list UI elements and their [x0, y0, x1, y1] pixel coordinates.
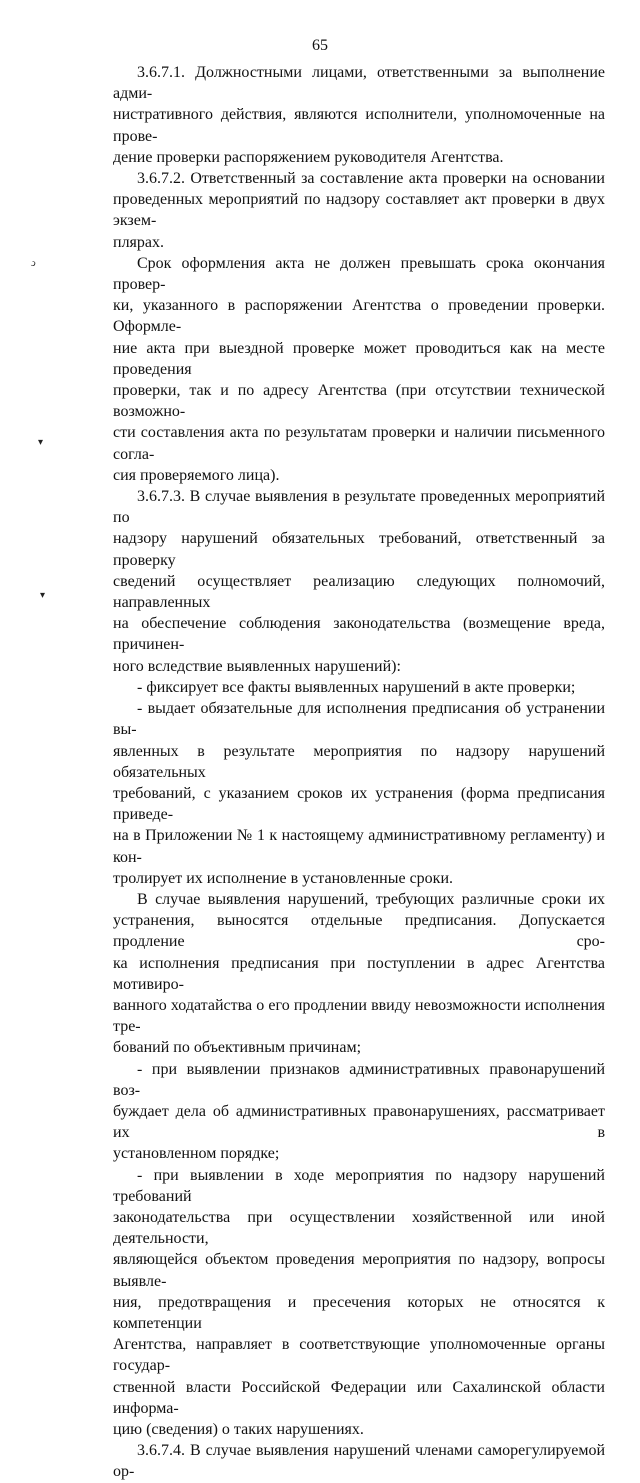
text-line: ки, указанного в распоряжении Агентства о проведении проверки. Оформле- — [113, 297, 605, 336]
text-line: дение проверки распоряжением руководителя Агентства. — [113, 148, 504, 166]
text-line: устранения, выносятся отдельные предписания. Допускается продление сро- — [113, 912, 605, 951]
text-line: проверки, так и по адресу Агентства (при отсутствии технической возможно- — [113, 382, 605, 421]
text-line: сия проверяемого лица). — [113, 466, 280, 484]
paragraph — [113, 889, 605, 1059]
text-line: 3.6.7.1. Должностными лицами, ответственными за выполнение адми- — [113, 64, 605, 103]
text-line: ного вследствие выявленных нарушений): — [113, 657, 401, 675]
text-line: тролирует их исполнение в установленные сроки. — [113, 869, 453, 887]
text-line: ние акта при выездной проверке может проводиться как на месте проведения — [113, 339, 605, 378]
paragraph — [113, 486, 605, 677]
text-line: буждает дела об административных правонарушениях, рассматривает их в — [113, 1102, 605, 1142]
text-line: законодательства при осуществлении хозяйственной или иной деятельности, — [113, 1208, 605, 1248]
scan-mark: ▾ — [40, 590, 46, 601]
text-line: бований по объективным причинам; — [113, 1039, 362, 1057]
document-body — [113, 62, 605, 1483]
text-line: ванного ходатайства о его продлении ввиду невозможности исполнения тре- — [113, 996, 605, 1036]
text-line: на обеспечение соблюдения законодательства (возмещение вреда, причинен- — [113, 615, 605, 654]
text-line: - при выявлении в ходе мероприятия по надзору нарушений требований — [113, 1166, 605, 1205]
text-line: ственной власти Российской Федерации или Сахалинской области информа- — [113, 1378, 605, 1417]
text-line: - при выявлении признаков административных правонарушений воз- — [113, 1060, 605, 1099]
page-number: 65 — [312, 37, 328, 54]
paragraph — [113, 1059, 605, 1165]
paragraph — [113, 62, 605, 168]
text-line: ка исполнения предписания при поступлении в адрес Агентства мотивиро- — [113, 954, 605, 993]
paragraph — [113, 168, 605, 253]
text-line: 3.6.7.2. Ответственный за составление акта проверки на основании — [137, 170, 605, 188]
paragraph — [113, 1440, 605, 1482]
text-line: сти составления акта по результатам проверки и наличии письменного согла- — [113, 424, 605, 463]
text-line: на в Приложении № 1 к настоящему административному регламенту) и кон- — [113, 827, 605, 866]
text-line: В случае выявления нарушений, требующих различные сроки их — [137, 890, 605, 908]
text-line: - фиксирует все факты выявленных нарушений в акте проверки; — [137, 678, 576, 696]
text-line: явленных в результате мероприятия по надзору нарушений обязательных — [113, 742, 605, 781]
text-line: - выдает обязательные для исполнения предписания об устранении вы- — [113, 700, 605, 739]
text-line: сведений осуществляет реализацию следующих полномочий, направленных — [113, 572, 605, 612]
paragraph — [113, 1165, 605, 1441]
paragraph — [113, 677, 605, 698]
scan-mark: ↄ — [29, 257, 38, 270]
scan-mark: ▾ — [38, 437, 44, 448]
text-line: цию (сведения) о таких нарушениях. — [113, 1421, 364, 1438]
text-line: ния, предотвращения и пресечения которых не относятся к компетенции — [113, 1293, 605, 1332]
text-line: надзору нарушений обязательных требований, ответственный за проверку — [113, 530, 605, 569]
text-line: нистративного действия, являются исполнители, уполномоченные на прове- — [113, 106, 605, 145]
text-line: Агентства, направляет в соответствующие уполномоченные органы государ- — [113, 1336, 605, 1375]
text-line: проведенных мероприятий по надзору составляет акт проверки в двух экзем- — [113, 191, 605, 230]
text-line: Срок оформления акта не должен превышать срока окончания провер- — [113, 254, 605, 294]
text-line: установленном порядке; — [113, 1145, 280, 1163]
paragraph — [113, 698, 605, 889]
text-line: 3.6.7.4. В случае выявления нарушений членами саморегулируемой ор- — [113, 1442, 605, 1481]
paragraph — [113, 253, 605, 486]
text-line: плярах. — [113, 233, 165, 251]
text-line: 3.6.7.3. В случае выявления в результате проведенных мероприятий по — [113, 488, 605, 527]
text-line: являющейся объектом проведения мероприятия по надзору, вопросы выявле- — [113, 1251, 605, 1290]
text-line: требований, с указанием сроков их устранения (форма предписания приведе- — [113, 784, 605, 824]
